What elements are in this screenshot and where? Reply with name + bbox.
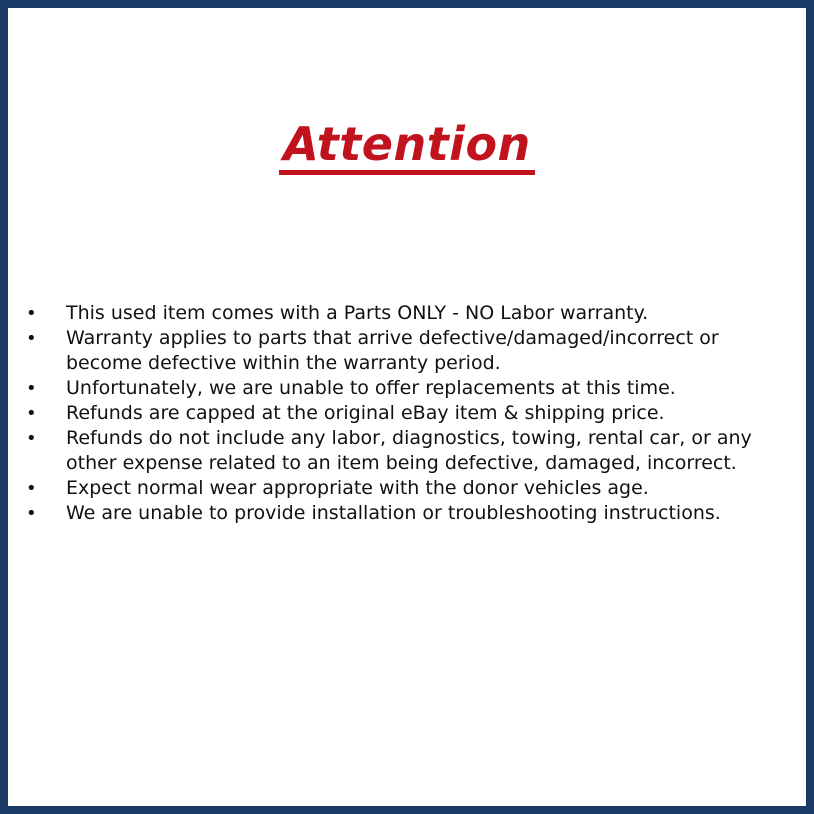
warranty-terms-list <box>8 301 806 526</box>
list-item: • Warranty applies to parts that arrive defective/damaged/incorrect or become defective within the warranty period. <box>66 326 780 376</box>
list-item: • Refunds are capped at the original eBay item & shipping price. <box>66 401 780 426</box>
list-item: • Refunds do not include any labor, diagnostics, towing, rental car, or any other expense related to an item being defective, damaged, incorrect. <box>66 426 780 476</box>
list-item: • This used item comes with a Parts ONLY - NO Labor warranty. <box>66 301 780 326</box>
list-item: • We are unable to provide installation or troubleshooting instructions. <box>66 501 780 526</box>
page-title: Attention <box>279 121 535 175</box>
list-item: • Unfortunately, we are unable to offer replacements at this time. <box>66 376 780 401</box>
title-container <box>8 117 806 175</box>
list-item: • Expect normal wear appropriate with the donor vehicles age. <box>66 476 780 501</box>
